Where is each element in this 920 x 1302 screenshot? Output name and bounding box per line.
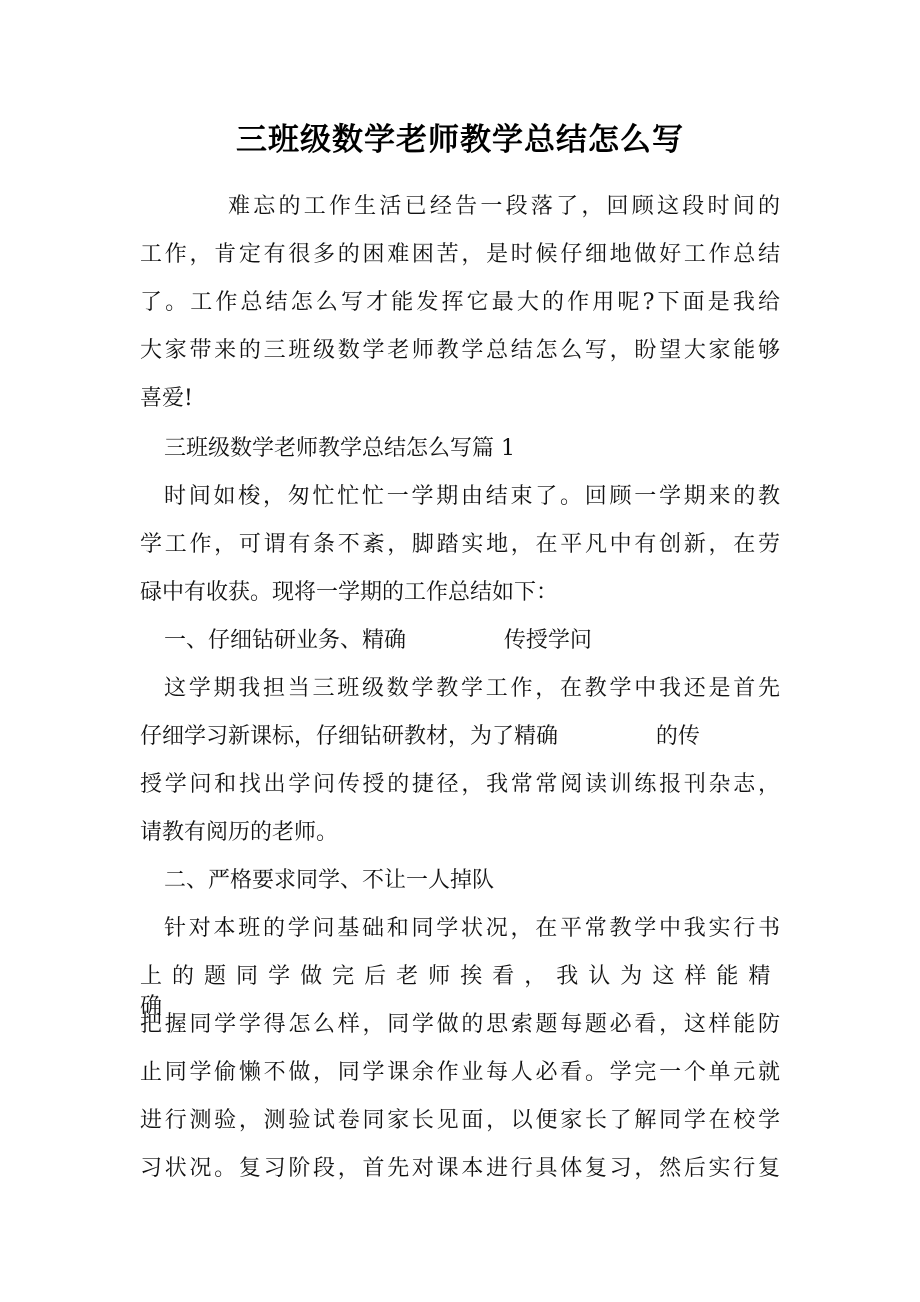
section-heading: 三班级数学老师教学总结怎么写篇 1: [164, 436, 515, 461]
paragraph-line: 止同学偷懒不做，同学课余作业每人必看。学完一个单元就: [140, 1060, 780, 1085]
intro-line-2: 工作，肯定有很多的困难困苦，是时候仔细地做好工作总结: [140, 242, 780, 267]
paragraph-line: 针对本班的学问基础和同学状况，在平常教学中我实行书: [164, 916, 780, 941]
paragraph-line: 学工作，可谓有条不紊，脚踏实地，在平凡中有创新，在劳: [140, 532, 780, 557]
paragraph-line: 时间如梭，匆忙忙忙一学期由结束了。回顾一学期来的教: [164, 484, 780, 509]
paragraph-line: 授学问和找出学问传授的捷径，我常常阅读训练报刊杂志，: [140, 772, 780, 797]
paragraph-line: 这学期我担当三班级数学教学工作，在教学中我还是首先: [164, 676, 780, 701]
paragraph-line: 请教有阅历的老师。: [140, 820, 339, 845]
intro-line-4: 大家带来的三班级数学老师教学总结怎么写，盼望大家能够: [140, 338, 780, 363]
intro-line-1: 难忘的工作生活已经告一段落了，回顾这段时间的: [228, 194, 780, 219]
paragraph-line: 上的题同学做完后老师挨看，我认为这样能精确: [140, 964, 780, 1019]
paragraph-line: 进行测验，测验试卷同家长见面，以便家长了解同学在校学: [140, 1108, 780, 1133]
paragraph-line: 碌中有收获。现将一学期的工作总结如下：: [140, 580, 559, 605]
intro-line-5: 喜爱!: [140, 386, 193, 411]
subheading-one: 一、仔细钻研业务、精确 传授学问: [164, 628, 592, 653]
paragraph-line: 把握同学学得怎么样，同学做的思索题每题必看，这样能防: [140, 1012, 780, 1037]
paragraph-line: 习状况。复习阶段，首先对课本进行具体复习，然后实行复: [140, 1156, 780, 1181]
paragraph-line: 仔细学习新课标，仔细钻研教材，为了精确 的传: [140, 724, 700, 749]
subheading-two: 二、严格要求同学、不让一人掉队: [164, 868, 495, 893]
intro-line-3: 了。工作总结怎么写才能发挥它最大的作用呢?下面是我给: [140, 290, 780, 315]
document-title: 三班级数学老师教学总结怎么写: [236, 122, 684, 158]
